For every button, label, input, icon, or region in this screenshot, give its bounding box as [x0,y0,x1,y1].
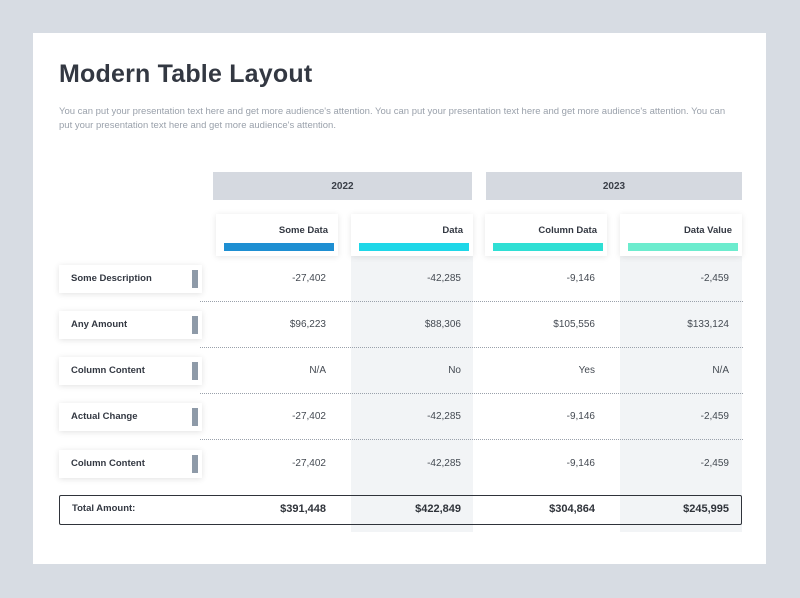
table-cell: N/A [309,365,326,376]
table-cell: $133,124 [687,319,729,330]
row-label-column-content [59,357,202,385]
page-subtitle: You can put your presentation text here and get more audience's attention. You can put your presentation text here and get more audience's attention. You can put your presentation text here and get more audience's attention. [59,106,726,131]
column-color-bar [493,243,603,251]
row-divider [200,393,743,394]
column-header-some-data [216,214,338,256]
total-cell: $304,864 [549,503,595,515]
table-cell: -9,146 [566,273,595,284]
column-header-label: Data Value [683,225,732,236]
row-label-any-amount [59,311,202,339]
row-divider [200,439,743,440]
year-label: 2022 [331,180,354,192]
column-header-data-value [620,214,742,256]
column-header-label: Data [442,225,463,236]
total-label: Total Amount: [72,503,136,514]
year-header-2022 [213,172,472,200]
table-cell: Yes [578,365,595,376]
column-header-column-data [485,214,607,256]
row-label-column-content-2 [59,450,202,478]
table-cell: -2,459 [700,411,729,422]
column-color-bar [628,243,738,251]
table-cell: -27,402 [292,273,326,284]
table-cell: -2,459 [700,273,729,284]
table-cell: -42,285 [427,458,461,469]
table-cell: No [448,365,461,376]
row-label-actual-change [59,403,202,431]
table-cell: -27,402 [292,411,326,422]
column-color-bar [224,243,334,251]
row-label-text: Any Amount [71,319,128,330]
row-label-text: Column Content [71,365,145,376]
row-marker [192,270,198,288]
total-cell: $245,995 [683,503,729,515]
column-color-bar [359,243,469,251]
year-header-2023 [486,172,742,200]
table-cell: -9,146 [566,458,595,469]
total-cell: $422,849 [415,503,461,515]
table-cell: $105,556 [553,319,595,330]
row-label-text: Some Description [71,273,152,284]
row-label-text: Actual Change [71,411,138,422]
row-label-some-description [59,265,202,293]
column-shade-2 [351,256,473,532]
column-header-label: Some Data [278,225,328,236]
table-cell: -2,459 [700,458,729,469]
table-cell: N/A [712,365,729,376]
table-cell: -42,285 [427,273,461,284]
table-cell: -9,146 [566,411,595,422]
row-label-text: Column Content [71,458,145,469]
table-cell: $88,306 [424,319,461,330]
table-cell: -42,285 [427,411,461,422]
page-title: Modern Table Layout [59,60,313,88]
row-divider [200,301,743,302]
row-divider [200,347,743,348]
row-marker [192,316,198,334]
column-shade-4 [620,256,742,532]
table-cell: $96,223 [289,319,326,330]
row-marker [192,455,198,473]
year-label: 2023 [602,180,626,192]
column-header-data [351,214,473,256]
row-marker [192,362,198,380]
table-cell: -27,402 [292,458,326,469]
total-cell: $391,448 [280,503,326,515]
column-header-label: Column Data [538,225,597,236]
row-marker [192,408,198,426]
